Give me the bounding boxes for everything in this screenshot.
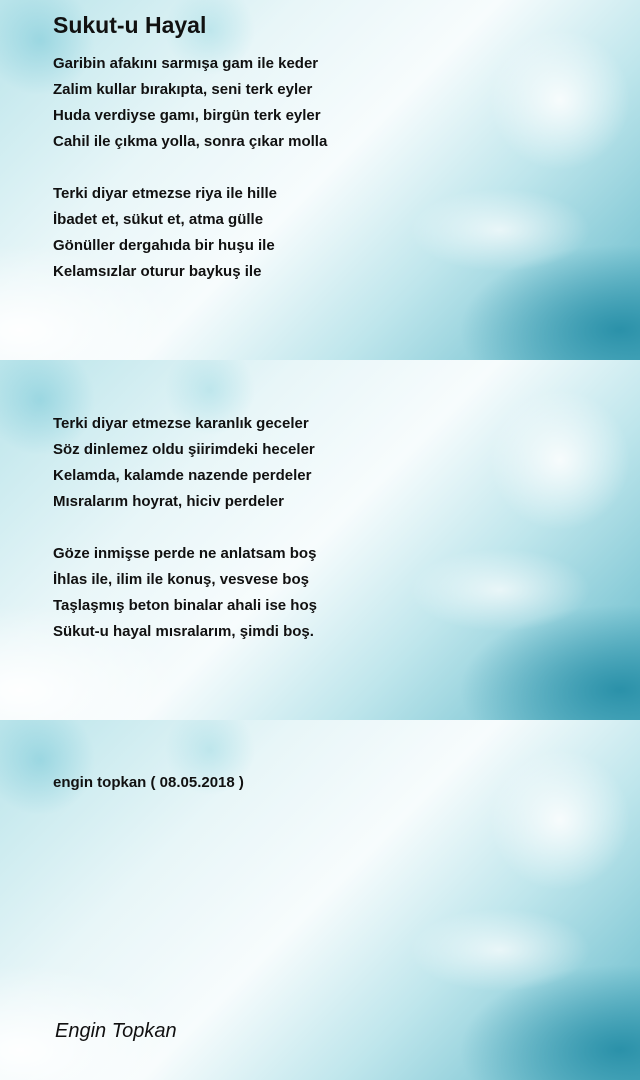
poem-line: Huda verdiyse gamı, birgün terk eyler [53,107,321,124]
poem-line: Zalim kullar bırakıpta, seni terk eyler [53,81,313,98]
poem-line: Terki diyar etmezse karanlık geceler [53,415,309,432]
poem-line: Söz dinlemez oldu şiirimdeki heceler [53,441,315,458]
poem-line: Sükut-u hayal mısralarım, şimdi boş. [53,623,314,640]
poem-line: Gönüller dergahıda bir huşu ile [53,237,275,254]
poem-panel-1 [0,0,640,360]
poem-line: Mısralarım hoyrat, hiciv perdeler [53,493,284,510]
stanza-1 [53,51,327,155]
poem-line: Kelamsızlar oturur baykuş ile [53,263,262,280]
author-name: Engin Topkan [55,1020,177,1042]
poem-line: Kelamda, kalamde nazende perdeler [53,467,312,484]
poem-line: Göze inmişse perde ne anlatsam boş [53,545,317,562]
stanza-4 [53,541,317,645]
poem-line: Terki diyar etmezse riya ile hille [53,185,278,202]
poem-line: İhlas ile, ilim ile konuş, vesvese boş [53,571,309,588]
poem-line: Taşlaşmış beton binalar ahali ise hoş [53,597,317,614]
poem-signature: engin topkan ( 08.05.2018 ) [53,774,244,791]
poem-panel-2 [0,360,640,720]
stanza-3 [53,411,315,515]
poem-line: Cahil ile çıkma yolla, sonra çıkar molla [53,133,328,150]
stanza-2 [53,181,277,285]
poem-title: Sukut-u Hayal [53,12,207,38]
poem-line: İbadet et, sükut et, atma gülle [53,211,264,228]
poem-line: Garibin afakını sarmışa gam ile keder [53,55,319,72]
poem-panel-3 [0,720,640,1080]
